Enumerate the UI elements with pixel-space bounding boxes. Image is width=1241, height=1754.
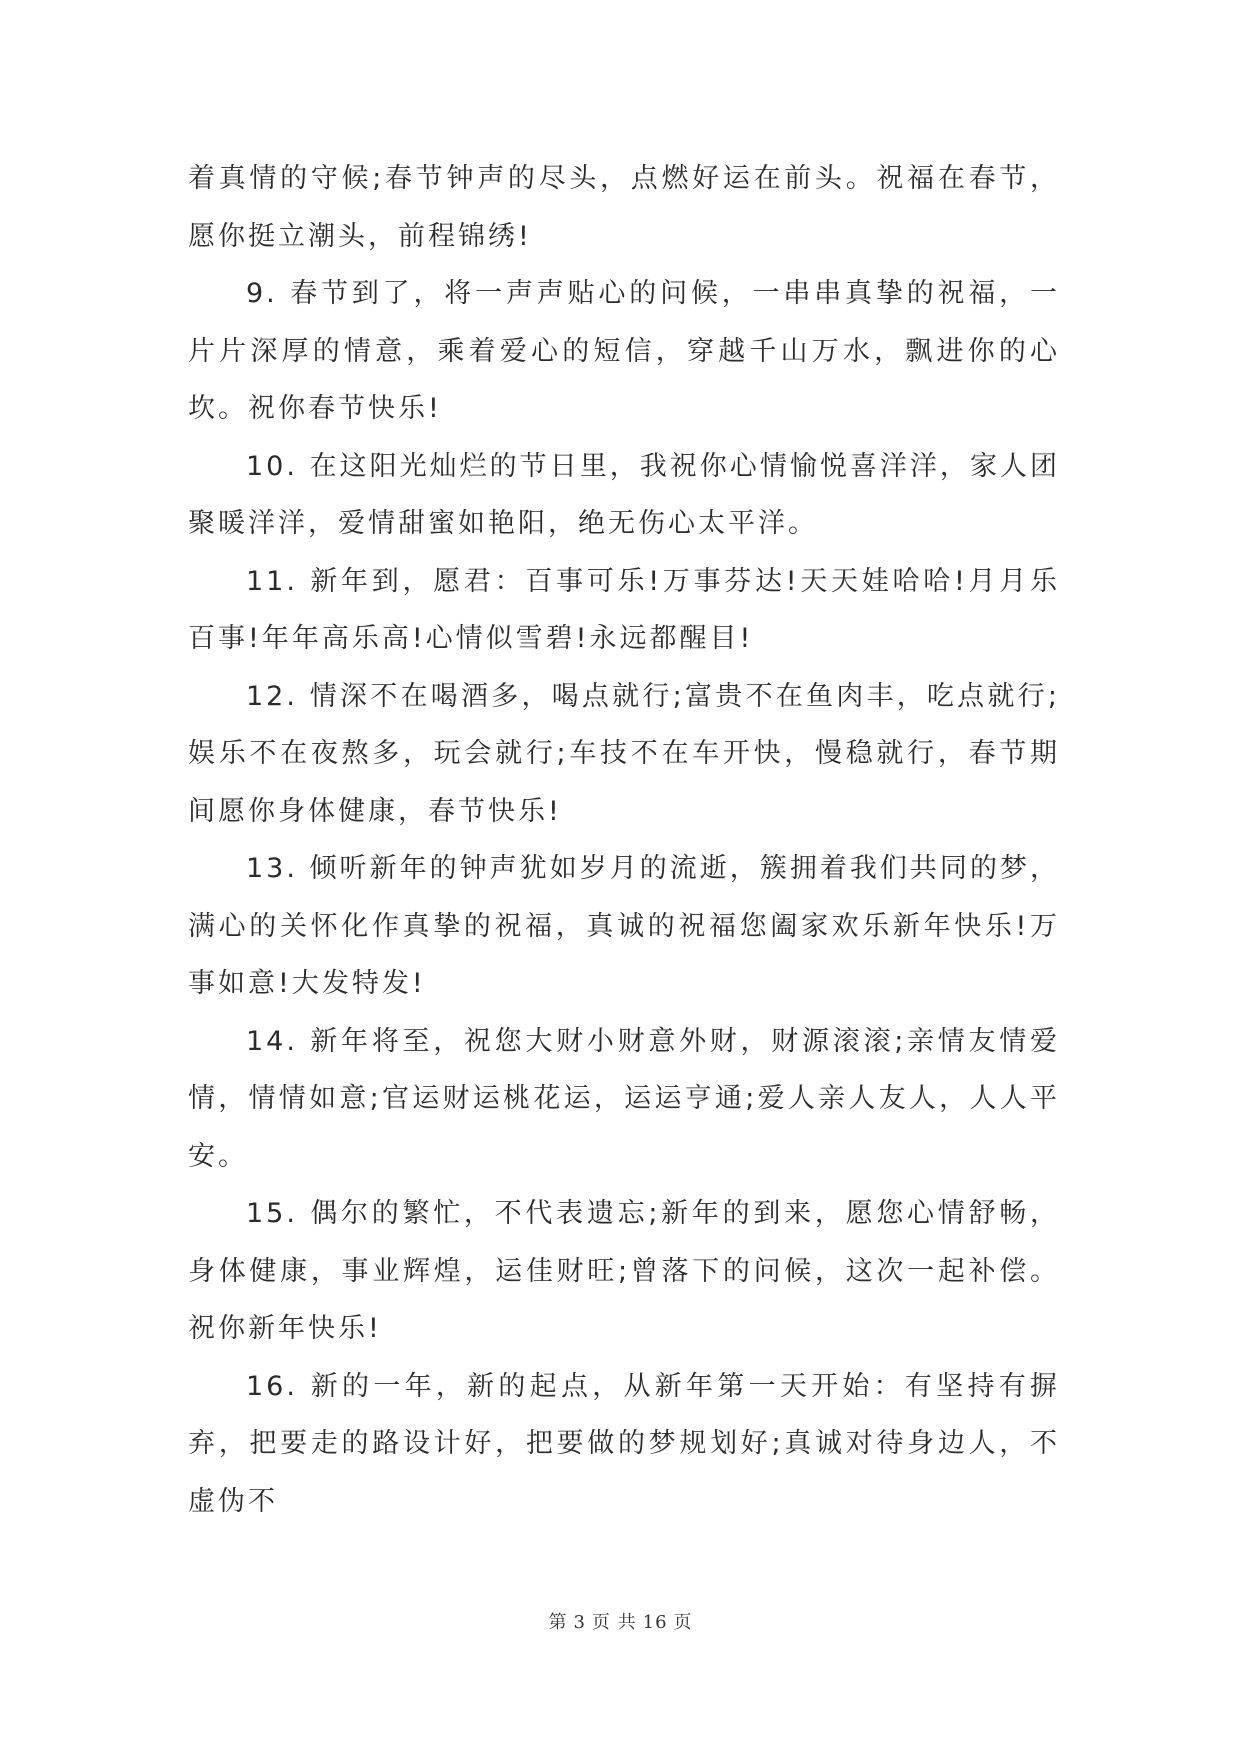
paragraph-item-10: 10. 在这阳光灿烂的节日里，我祝你心情愉悦喜洋洋，家人团聚暖洋洋，爱情甜蜜如艳阳，绝无伤心太平洋。 [188,450,1060,539]
paragraph-item-14: 14. 新年将至，祝您大财小财意外财，财源滚滚;亲情友情爱情，情情如意;官运财运桃花运，运运亨通;爱人亲人友人，人人平安。 [188,1025,1060,1172]
footer-current-page: 3 [573,1612,586,1633]
footer-prefix: 第 [548,1612,568,1633]
footer-suffix: 页 [673,1612,693,1633]
paragraph-continued: 着真情的守候;春节钟声的尽头，点燃好运在前头。祝福在春节，愿你挺立潮头，前程锦绣! [188,163,1060,252]
footer-middle: 页 共 [591,1612,637,1633]
paragraph-item-16: 16. 新的一年，新的起点，从新年第一天开始：有坚持有摒弃，把要走的路设计好，把要做的梦规划好;真诚对待身边人，不虚伪不 [188,1370,1060,1517]
paragraph-item-12: 12. 情深不在喝酒多，喝点就行;富贵不在鱼肉丰，吃点就行;娱乐不在夜熬多，玩会就行;车技不在车开快，慢稳就行，春节期间愿你身体健康，春节快乐! [188,680,1060,827]
paragraph-item-13: 13. 倾听新年的钟声犹如岁月的流逝，簇拥着我们共同的梦，满心的关怀化作真挚的祝福，真诚的祝福您阖家欢乐新年快乐!万事如意!大发特发! [188,853,1060,999]
paragraph-item-11: 11. 新年到，愿君：百事可乐!万事芬达!天天娃哈哈!月月乐百事!年年高乐高!心情似雪碧!永远都醒目! [188,565,1060,654]
page-footer [0,1608,1241,1634]
document-body [188,150,1060,1530]
footer-total-pages: 16 [642,1612,668,1633]
paragraph-item-9: 9. 春节到了，将一声声贴心的问候，一串串真挚的祝福，一片片深厚的情意，乘着爱心的短信，穿越千山万水，飘进你的心坎。祝你春节快乐! [188,278,1060,424]
paragraph-item-15: 15. 偶尔的繁忙，不代表遗忘;新年的到来，愿您心情舒畅，身体健康，事业辉煌，运佳财旺;曾落下的问候，这次一起补偿。祝你新年快乐! [188,1198,1060,1344]
